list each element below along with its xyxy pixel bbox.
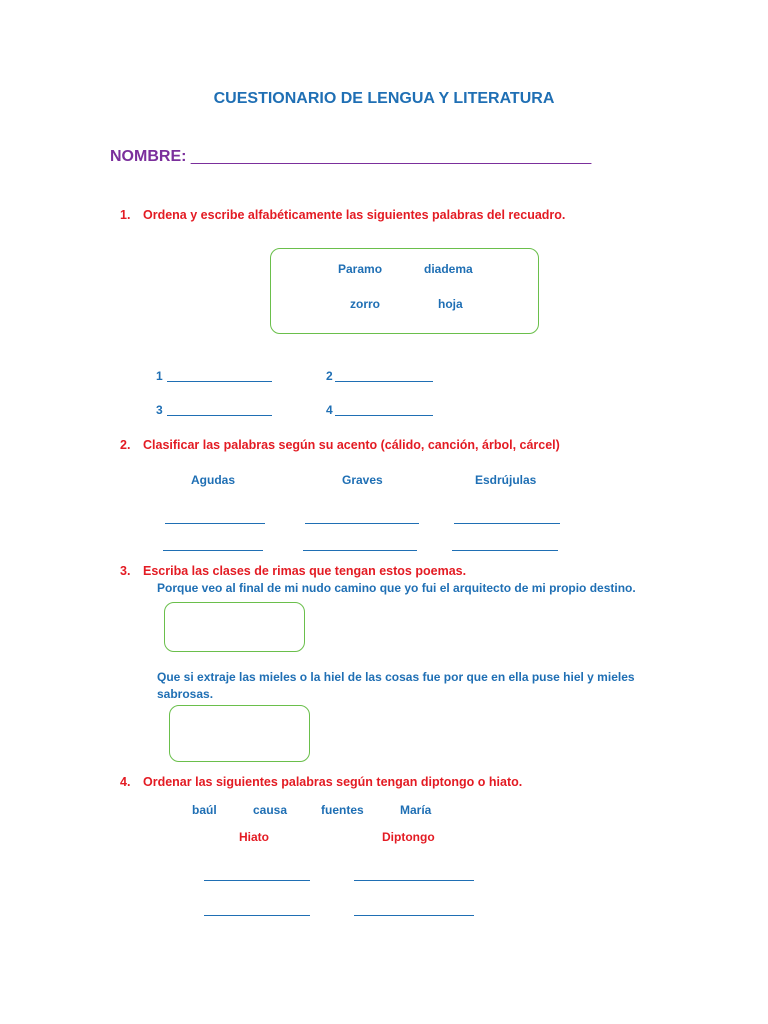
- word-paramo: Paramo: [338, 262, 383, 276]
- graves-line-1[interactable]: [305, 523, 419, 524]
- question-3-prompt: Escriba las clases de rimas que tengan estos poemas.: [143, 564, 467, 578]
- rhyme-answer-box-1[interactable]: [164, 602, 305, 652]
- esdrujulas-line-1[interactable]: [454, 523, 560, 524]
- name-blank[interactable]: _____________________________________________: [190, 148, 592, 165]
- question-4-prompt: Ordenar las siguientes palabras según tengan diptongo o hiato.: [143, 775, 523, 789]
- page-title: CUESTIONARIO DE LENGUA Y LITERATURA: [213, 90, 555, 107]
- question-2-prompt: Clasificar las palabras según su acento (cálido, canción, árbol, cárcel): [143, 438, 560, 452]
- word-causa: causa: [253, 803, 288, 817]
- answer-2-line[interactable]: [335, 381, 433, 382]
- word-hoja: hoja: [438, 297, 463, 311]
- header-hiato: Hiato: [239, 830, 269, 844]
- answer-3-label: 3: [156, 403, 163, 417]
- question-3-number: 3.: [120, 564, 131, 578]
- question-1-prompt: Ordena y escribe alfabéticamente las siguientes palabras del recuadro.: [143, 208, 566, 222]
- name-label: NOMBRE:: [110, 148, 187, 165]
- hiato-line-1[interactable]: [204, 880, 310, 881]
- word-diadema: diadema: [424, 262, 473, 276]
- graves-line-2[interactable]: [303, 550, 417, 551]
- diptongo-line-2[interactable]: [354, 915, 474, 916]
- poem-2-line-1: Que si extraje las mieles o la hiel de las cosas fue por que en ella puse hiel y mieles: [157, 670, 635, 684]
- answer-2-label: 2: [326, 369, 333, 383]
- poem-2-line-2: sabrosas.: [157, 687, 214, 701]
- diptongo-line-1[interactable]: [354, 880, 474, 881]
- answer-4-label: 4: [326, 403, 333, 417]
- question-2-number: 2.: [120, 438, 131, 452]
- question-1-number: 1.: [120, 208, 131, 222]
- poem-1-text: Porque veo al final de mi nudo camino que yo fui el arquitecto de mi propio destino.: [157, 581, 636, 595]
- name-row: [110, 148, 591, 166]
- column-esdrujulas: Esdrújulas: [475, 473, 537, 487]
- header-diptongo: Diptongo: [382, 830, 435, 844]
- column-graves: Graves: [342, 473, 383, 487]
- word-fuentes: fuentes: [321, 803, 364, 817]
- hiato-line-2[interactable]: [204, 915, 310, 916]
- esdrujulas-line-2[interactable]: [452, 550, 558, 551]
- agudas-line-2[interactable]: [163, 550, 263, 551]
- answer-4-line[interactable]: [335, 415, 433, 416]
- question-4-number: 4.: [120, 775, 131, 789]
- answer-3-line[interactable]: [167, 415, 272, 416]
- answer-1-line[interactable]: [167, 381, 272, 382]
- agudas-line-1[interactable]: [165, 523, 265, 524]
- word-zorro: zorro: [350, 297, 380, 311]
- rhyme-answer-box-2[interactable]: [169, 705, 310, 762]
- column-agudas: Agudas: [191, 473, 236, 487]
- word-baul: baúl: [192, 803, 217, 817]
- word-maria: María: [400, 803, 432, 817]
- word-box: [270, 248, 539, 334]
- answer-1-label: 1: [156, 369, 163, 383]
